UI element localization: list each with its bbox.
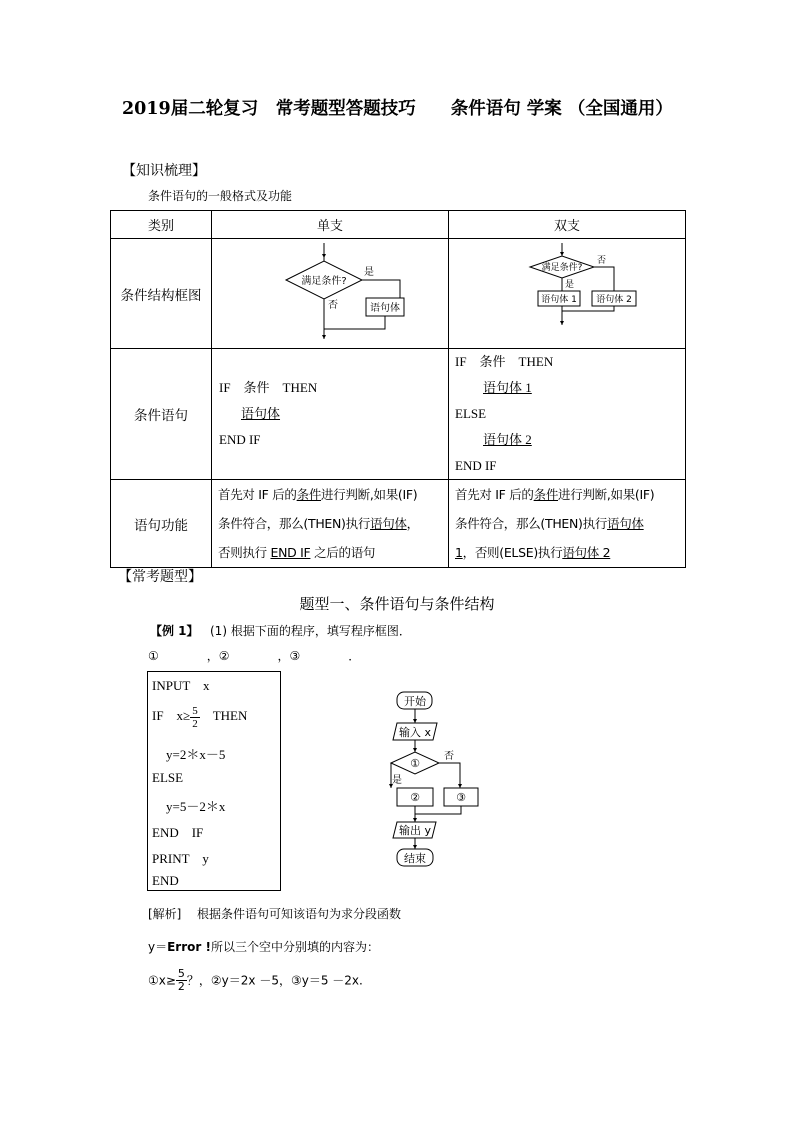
frac-den: 2 [177,980,185,993]
double-code-end: END IF [455,458,497,473]
frac-num: 5 [177,967,185,980]
single-code-end: END IF [219,432,261,447]
header-single: 单支 [212,211,449,239]
text-underlined: 条件 [296,487,322,502]
row-label-flowchart: 条件结构框图 [111,239,212,349]
single-flowchart [212,239,448,348]
text: 之后的语句 [310,545,376,560]
text-underlined: 条件 [533,487,559,502]
frac-num: 5 [192,704,198,717]
double-code-body2: 语句体 2 [483,432,532,447]
body-text: 语句体 [370,303,400,314]
double-code-else: ELSE [455,406,487,421]
no-label: 否 [444,751,454,762]
header-category: 类别 [111,211,212,239]
text-underlined: 语句体 2 [562,545,611,560]
prog-line4: ELSE [152,770,184,785]
double-code-cell [449,349,686,480]
analysis-line2 [148,938,379,955]
text: ①x≥ [148,973,176,988]
double-code-body1: 语句体 1 [483,380,532,395]
single-flowchart-cell [212,239,449,349]
text: 条件符合，那么(THEN)执行 [455,516,608,531]
example-blanks: ① ，② ，③ ． [148,649,361,663]
cond-text: 满足条件? [301,276,347,287]
text: 首先对 IF 后的 [455,487,534,502]
section-common: 【常考题型】 [118,569,202,585]
body1-text: 语句体 1 [541,295,577,305]
end-text: 结束 [404,852,426,865]
prog-line7: PRINT y [152,851,209,866]
condition-table [110,210,686,568]
text: 所以三个空中分别填的内容为： [210,940,379,954]
subtitle: 题型一、条件语句与条件结构 [299,595,495,613]
text: 进行判断,如果(IF) [321,487,418,502]
prog-line1: INPUT x [152,678,210,693]
table-caption: 条件语句的一般格式及功能 [148,189,293,203]
fraction [176,968,187,993]
yes-label: 是 [392,775,402,786]
input-text: 输入 x [398,726,432,739]
example-label: 【例 1】 [150,624,199,638]
cond-text: 满足条件? [541,263,583,273]
double-code-line1: IF 条件 THEN [455,354,554,369]
prog-line8: END [152,873,179,888]
single-code-line1: IF 条件 THEN [219,380,318,395]
analysis-text: 根据条件语句可知该语句为求分段函数 [197,907,402,921]
prog-then: THEN [212,708,248,723]
yes-label: 是 [364,267,374,278]
prog-line2 [152,703,247,730]
yes-label: 是 [565,280,575,290]
no-label: 否 [328,300,338,311]
error-text: Error ! [167,940,211,954]
double-func-cell [449,480,686,568]
row-label-function: 语句功能 [111,480,212,568]
text-underlined: 语句体 [607,516,644,531]
single-code-cell [212,349,449,480]
start-text: 开始 [404,695,426,708]
double-flowchart [449,239,685,348]
no-label: 否 [597,256,607,266]
prog-line6: END IF [152,825,204,840]
row-label-statement: 条件语句 [111,349,212,480]
c3-text: ③ [456,791,466,804]
frac-den: 2 [192,717,198,730]
text: ？，②y＝2x －5，③y＝5 －2x. [186,973,363,988]
double-flowchart-cell [449,239,686,349]
program-box [147,671,281,891]
example-text: (1) 根据下面的程序，填写程序框图． [210,624,411,638]
text-underlined: 语句体 [370,516,407,531]
text-underlined: END IF [270,545,311,560]
c2-text: ② [410,791,420,804]
text: 首先对 IF 后的 [218,487,297,502]
text: ，否则(ELSE)执行 [462,545,563,560]
single-func-cell [212,480,449,568]
output-text: 输出 y [398,824,432,837]
section-knowledge: 【知识梳理】 [122,163,206,179]
analysis-answer [148,968,363,993]
analysis-label: [解析] [148,907,182,921]
single-code-body: 语句体 [241,406,281,421]
fraction [190,705,200,730]
text-underlined: 1 [455,545,463,560]
c1-text: ① [410,757,420,770]
text: 否则执行 [218,545,271,560]
text: y＝ [148,940,168,954]
prog-line3: y=2＊x－5 [166,747,226,762]
prog-if: IF x≥ [152,708,191,723]
page-title: 2019届二轮复习 常考题型答题技巧 条件语句 学案 （全国通用） [122,99,673,119]
text: 条件符合，那么(THEN)执行 [218,516,371,531]
body2-text: 语句体 2 [596,295,632,305]
prog-line5: y=5－2＊x [166,799,226,814]
text: 进行判断,如果(IF) [558,487,655,502]
text: ， [406,516,419,531]
header-double: 双支 [449,211,686,239]
example-flowchart [380,686,490,876]
